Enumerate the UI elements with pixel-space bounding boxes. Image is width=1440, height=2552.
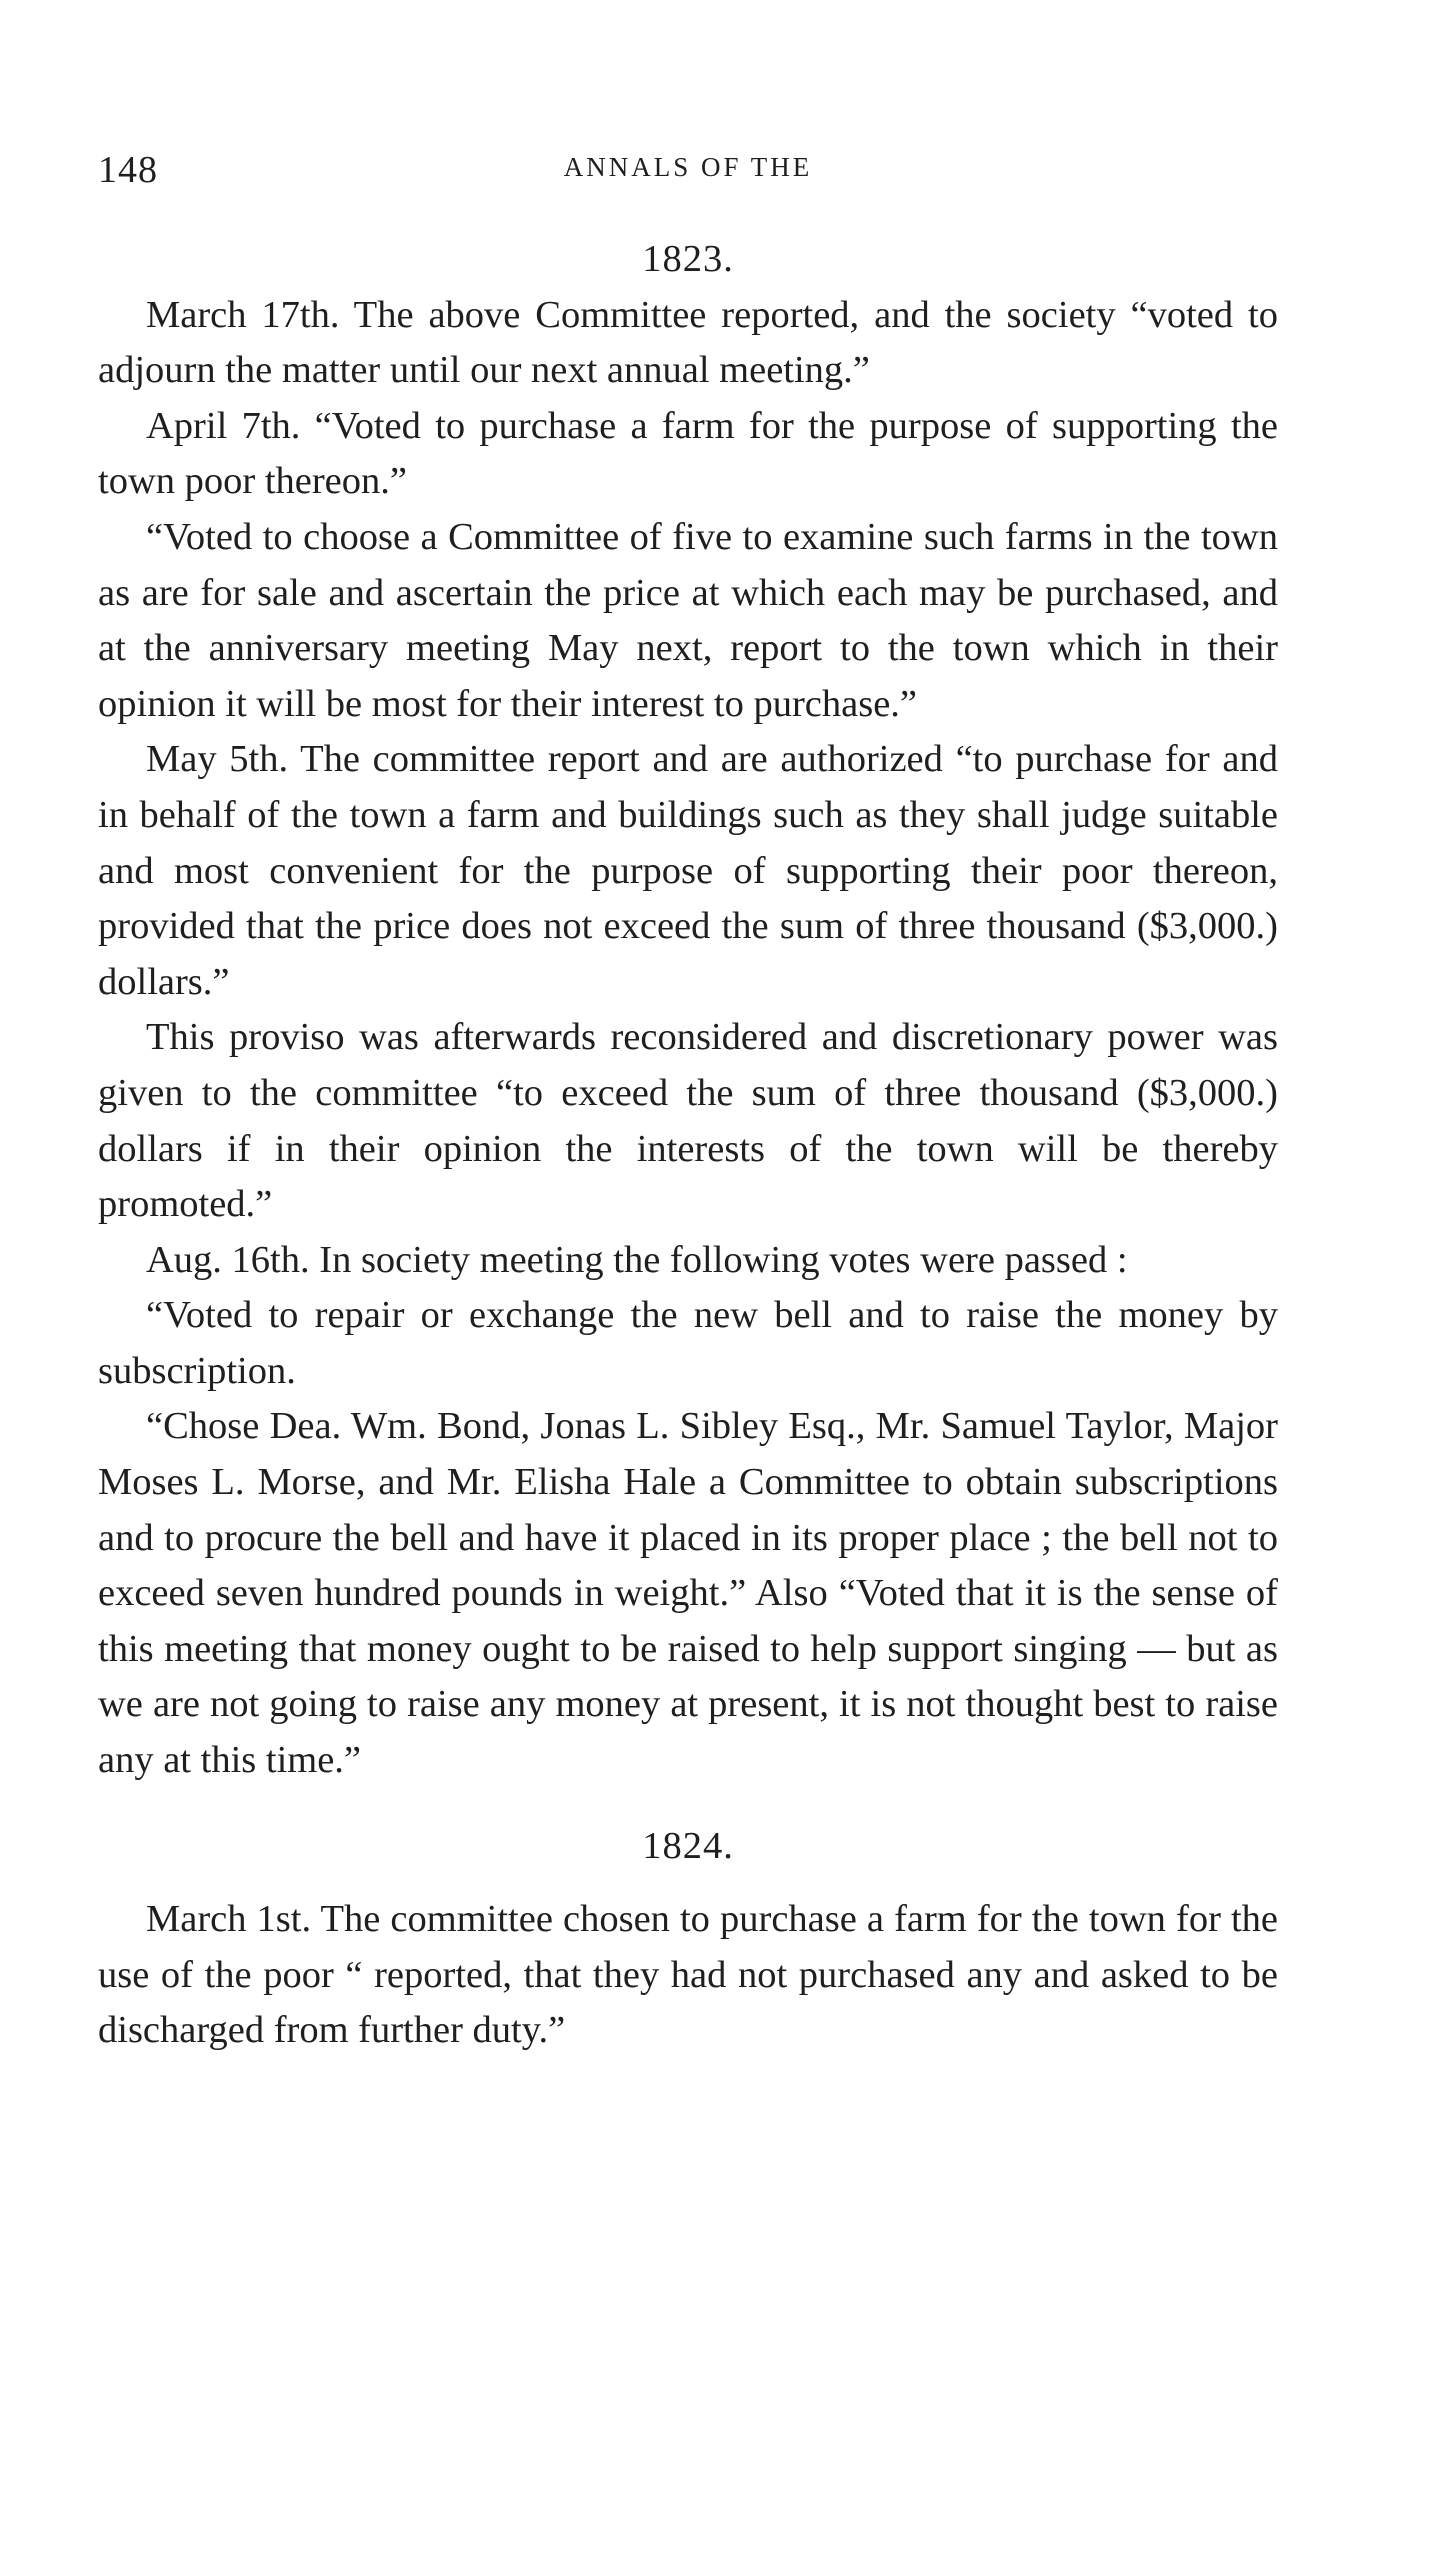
paragraph-may-5th: May 5th. The committee report and are authorized “to purchase for and in behalf of the town a farm and buildings such as they shall judge suitable and most convenient for the purpose of supporting their poor thereon, provided that the price does not exceed the sum of three thousand ($3,000.) dollars.” xyxy=(98,738,1278,1003)
body-text xyxy=(98,232,1278,2059)
page-number: 148 xyxy=(98,149,158,191)
paragraph-bell-committee: “Chose Dea. Wm. Bond, Jonas L. Sibley Esq., Mr. Samuel Taylor, Major Moses L. Morse, and Mr. Elisha Hale a Committee to obtain subscriptions and to procure the bell and have it placed in its proper place ; the bell not to exceed seven hundred pounds in weight.” Also “Voted that it is the sense of this meeting that money ought to be raised to help support singing — but as we are not going to raise any money at present, it is not thought best to raise any at this time.” xyxy=(98,1405,1278,1782)
running-head: ANNALS OF THE xyxy=(563,152,813,182)
year-heading-1824: 1824. xyxy=(642,1824,734,1867)
paragraph-proviso: This proviso was afterwards reconsidered and discretionary power was given to the committee “to exceed the sum of three thousand ($3,000.) dollars if in their opinion the interests of the town will be thereby promoted.” xyxy=(98,1016,1278,1226)
paragraph-march-1st: March 1st. The committee chosen to purchase a farm for the town for the use of the poor “ reported, that they had not purchased any and asked to be discharged from further duty.” xyxy=(98,1898,1278,2052)
paragraph-april-7th: April 7th. “Voted to purchase a farm for the purpose of supporting the town poor thereon.” xyxy=(98,404,1278,503)
paragraph-bell-repair: “Voted to repair or exchange the new bell and to raise the money by subscription. xyxy=(98,1294,1278,1392)
page-header xyxy=(98,148,1278,192)
year-heading-1823: 1823. xyxy=(642,238,734,280)
paragraph-march-17th: March 17th. The above Committee reported, and the society “voted to adjourn the matter until our next annual meeting.” xyxy=(98,293,1278,392)
paragraph-committee-of-five: “Voted to choose a Committee of five to examine such farms in the town as are for sale and ascertain the price at which each may be purchased, and at the anniversary meeting May next, report to the town which in their opinion it will be most for their interest to purchase.” xyxy=(98,515,1278,725)
paragraph-aug-16th: Aug. 16th. In society meeting the following votes were passed : xyxy=(146,1238,1128,1281)
